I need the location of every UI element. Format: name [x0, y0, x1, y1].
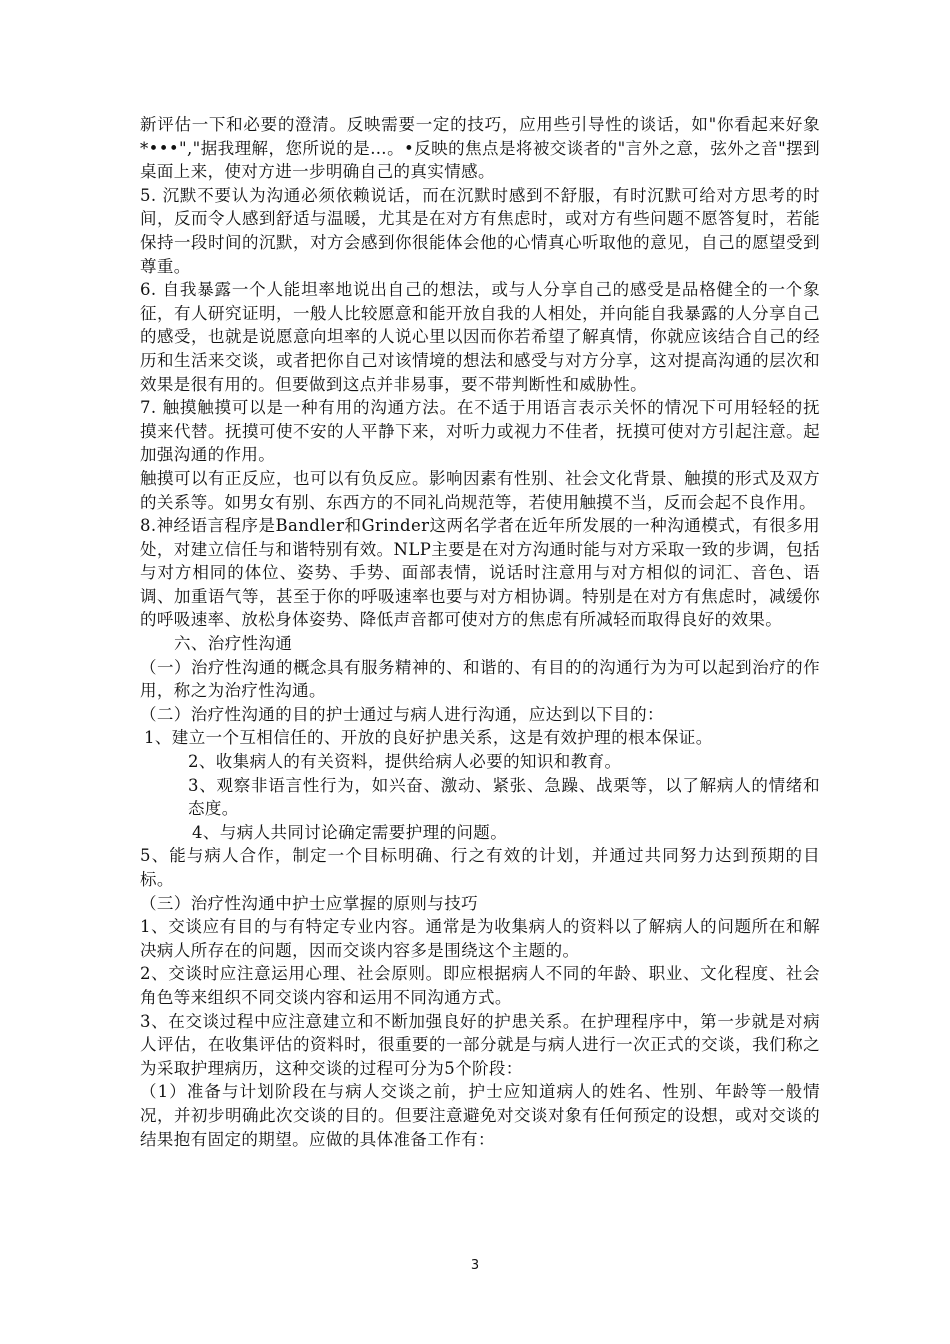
subheading-principles: （三）治疗性沟通中护士应掌握的原则与技巧	[140, 893, 478, 913]
list-item-principle-1: 1、交谈应有目的与有特定专业内容。通常是为收集病人的资料以了解病人的问题所在和解决病人所存在的问题，因而交谈内容多是围绕这个主题的。	[140, 917, 820, 960]
list-item-stage-1: （1）准备与计划阶段在与病人交谈之前，护士应知道病人的姓名、性别、年龄等一般情况，并初步明确此次交谈的目的。但要注意避免对交谈对象有任何预定的设想，或对交谈的结果抱有固定的期望。应做的具体准备工作有：	[140, 1082, 820, 1149]
paragraph-concept: （一）治疗性沟通的概念具有服务精神的、和谐的、有目的的沟通行为为可以起到治疗的作用，称之为治疗性沟通。	[140, 657, 820, 701]
list-item-purpose-2: 2、收集病人的有关资料，提供给病人必要的知识和教育。	[188, 752, 622, 772]
list-item-principle-2: 2、交谈时应注意运用心理、社会原则。即应根据病人不同的年龄、职业、文化程度、社会角色等来组织不同交谈内容和运用不同沟通方式。	[140, 964, 820, 1007]
paragraph-reflection-continued: 新评估一下和必要的澄清。反映需要一定的技巧，应用些引导性的谈话，如"你看起来好象*•••","据我理解，您所说的是…。•反映的焦点是将被交谈者的"言外之意，弦外之音"摆到桌面上来，使对方进一步明确自己的真实情感。	[140, 115, 820, 182]
list-item-purpose-1: 1、建立一个互相信任的、开放的良好护患关系，这是有效护理的根本保证。	[144, 728, 713, 748]
paragraph-nlp: 8.神经语言程序是Bandler和Grinder这两名学者在近年所发展的一种沟通模式，有很多用处，对建立信任与和谐特别有效。NLP主要是在对方沟通时能与对方采取一致的步调，包括与对方相同的体位、姿势、手势、面部表情，说话时注意用与对方相似的词汇、音色、语调、加重语气等，甚至于你的呼吸速率也要与对方相协调。特别是在对方有焦虑时，减缓你的呼吸速率、放松身体姿势、降低声音都可使对方的焦虑有所减轻而取得良好的效果。	[140, 516, 820, 630]
list-item-purpose-3: 3、观察非语言性行为，如兴奋、激动、紧张、急躁、战栗等，以了解病人的情绪和态度。	[188, 775, 820, 819]
paragraph-purpose: （二）治疗性沟通的目的护士通过与病人进行沟通，应达到以下目的：	[140, 704, 664, 724]
document-body	[140, 113, 820, 1151]
paragraph-self-disclosure: 6. 自我暴露一个人能坦率地说出自己的想法，或与人分享自己的感受是品格健全的一个象征，有人研究证明，一般人比较愿意和能开放自我的人相处，并向能自我暴露的人分享自己的感受，也就是说愿意向坦率的人说心里以因而你若希望了解真情，你就应该结合自己的经历和生活来交谈，或者把你自己对该情境的想法和感受与对方分享，这对提高沟通的层次和效果是很有用的。但要做到这点并非易事，要不带判断性和威胁性。	[140, 280, 820, 394]
list-item-principle-3: 3、在交谈过程中应注意建立和不断加强良好的护患关系。在护理程序中，第一步就是对病人评估，在收集评估的资料时，很重要的一部分就是与病人进行一次正式的交谈，我们称之为采取护理病历，这种交谈的过程可分为5个阶段：	[140, 1011, 820, 1078]
paragraph-touch: 7. 触摸触摸可以是一种有用的沟通方法。在不适于用语言表示关怀的情况下可用轻轻的抚摸来代替。抚摸可使不安的人平静下来，对听力或视力不佳者，抚摸可使对方引起注意。起加强沟通的作用。	[140, 398, 820, 465]
paragraph-silence: 5. 沉默不要认为沟通必须依赖说话，而在沉默时感到不舒服，有时沉默可给对方思考的时间，反而令人感到舒适与温暖，尤其是在对方有焦虑时，或对方有些问题不愿答复时，若能保持一段时间的沉默，对方会感到你很能体会他的心情真心听取他的意见，自己的愿望受到尊重。	[140, 185, 820, 276]
list-item-purpose-4: 4、与病人共同讨论确定需要护理的问题。	[192, 822, 508, 842]
page-number: 3	[470, 1258, 480, 1273]
paragraph-touch-reactions: 触摸可以有正反应，也可以有负反应。影响因素有性别、社会文化背景、触摸的形式及双方的关系等。如男女有别、东西方的不同礼尚规范等，若使用触摸不当，反而会起不良作用。	[140, 468, 820, 512]
list-item-purpose-5: 5、能与病人合作，制定一个目标明确、行之有效的计划，并通过共同努力达到预期的目标。	[140, 846, 820, 889]
section-heading-therapeutic-communication: 六、治疗性沟通	[174, 634, 293, 654]
